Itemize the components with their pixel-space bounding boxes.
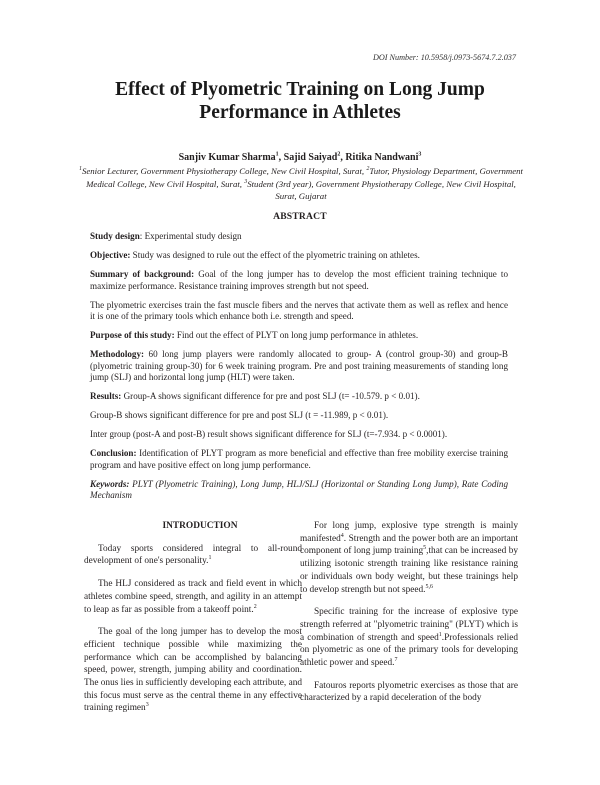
author-2: , Sajid Saiyad — [278, 152, 338, 163]
study-design-label: Study design — [90, 231, 140, 241]
right-para-2-sup1: 1 — [438, 631, 442, 638]
author-2-sup: 2 — [337, 151, 341, 158]
doi-number: DOI Number: 10.5958/j.0973-5674.7.2.037 — [372, 53, 516, 62]
affil-2: Tutor, Physiology Department, Government Medical College, New Civil Hospital, Surat, — [86, 166, 523, 189]
objective-label: Objective: — [90, 249, 131, 260]
methodology-label: Methodology: — [90, 349, 145, 360]
intro-para-3-sup: 3 — [145, 702, 149, 709]
right-para-1-sup3: 5,6 — [425, 583, 433, 590]
abstract-heading: ABSTRACT — [273, 211, 327, 222]
study-design-text: : Experimental study design — [139, 231, 242, 241]
purpose-label: Purpose of this study: — [90, 330, 175, 341]
right-para-2b: .Professionals relied on plyometric as one of the primary tools for developing athletic power and speed. — [300, 632, 518, 669]
results-para — [90, 391, 508, 403]
author-1-sup: 1 — [275, 151, 279, 158]
title-line-1: Effect of Plyometric Training on Long Jump — [115, 79, 485, 100]
right-para-1 — [300, 520, 518, 596]
title-line-2: Performance in Athletes — [199, 102, 401, 123]
article-title — [60, 78, 540, 124]
right-column — [300, 520, 518, 715]
intro-para-1 — [84, 543, 302, 568]
right-para-1-sup1: 4 — [340, 532, 344, 539]
conclusion-para — [90, 448, 508, 471]
results-group-b-para: Group-B shows significant difference for pre and post SLJ (t = -11.989, p < 0.01). — [90, 410, 389, 421]
right-para-3: Fatouros reports plyometric exercises as those that are characterized by a rapid deceleration of the body — [300, 680, 518, 704]
affil-1: Senior Lecturer, Government Physiotherapy College, New Civil Hospital, Surat, — [81, 166, 367, 176]
objective-text: Study was designed to rule out the effect of the plyometric training on athletes. — [130, 249, 420, 260]
keywords-text: PLYT (Plyometric Training), Long Jump, HLJ/SLJ (Horizontal or Standing Long Jump), Rate Coding Mechanism — [90, 478, 508, 501]
methodology-para — [90, 349, 508, 384]
methodology-text: 60 long jump players were randomly allocated to group- A (control group-30) and group-B (plyometric training group-30) for 6 week training program. Pre and post training measurements of standing long jump (SLJ) and horizontal long jump (HLT) were taken. — [90, 349, 508, 383]
results-label: Results: — [90, 391, 122, 402]
results-inter-para: Inter group (post-A and post-B) result shows significant difference for SLJ (t=-7.934. p < 0.0001). — [90, 429, 448, 440]
summary-para — [90, 269, 508, 292]
right-para-1c: ,that can be increased by utilizing isotonic strength training like resistance raining or individuals own body weight, but these trainings help to develop strength but not speed. — [300, 546, 518, 595]
left-column — [84, 520, 302, 725]
plyometric-para: The plyometric exercises train the fast muscle fibers and the nerves that activate them as well as reflex and hence it is one of the primary tools which enhance both i.e. strength and speed. — [90, 299, 508, 322]
author-list — [60, 152, 540, 163]
purpose-text: Find out the effect of PLYT on long jump performance in athletes. — [174, 330, 419, 341]
affil-2-sup: 2 — [366, 166, 370, 173]
keywords-label: Keywords: — [90, 478, 130, 489]
objective-para — [90, 250, 508, 262]
abstract-body — [90, 231, 508, 509]
intro-para-3-text: The goal of the long jumper has to develop the most efficient technique possible while maximizing the performance which can be accomplished by balancing speed, power, strength, jumping ability and coordination. The onus lies in sufficiently developing each attribute, and this focus must serve as the central theme in any effective training regimen — [84, 627, 302, 714]
intro-para-1-text: Today sports considered integral to all-round development of one's personality. — [84, 543, 302, 567]
right-para-2-sup2: 7 — [394, 656, 398, 663]
right-para-1b: . Strength and the power both are an important component of long jump training — [300, 533, 518, 557]
intro-para-3 — [84, 626, 302, 715]
author-3-sup: 3 — [418, 151, 422, 158]
author-1: Sanjiv Kumar Sharma — [178, 152, 276, 163]
purpose-para — [90, 330, 508, 342]
conclusion-label: Conclusion: — [90, 448, 137, 459]
right-para-1a: For long jump, explosive type strength is mainly manifested — [300, 521, 518, 544]
right-para-2a: Specific training for the increase of explosive type strength referred at "plyometric training" (PLYT) which is a combination of strength and speed — [300, 607, 518, 643]
author-3: , Ritika Nandwani — [340, 152, 419, 163]
right-para-2 — [300, 606, 518, 670]
intro-para-2-sup: 2 — [253, 603, 257, 610]
results-text: Group-A shows significant difference for pre and post SLJ (t= -10.579. p < 0.01). — [121, 391, 420, 402]
study-design-para — [90, 231, 508, 243]
conclusion-text: Identification of PLYT program as more beneficial and effective than free mobility exercise training program and have positive effect on long jump performance. — [90, 448, 508, 470]
intro-para-1-sup: 1 — [208, 555, 212, 562]
affil-3-sup: 3 — [244, 178, 248, 185]
summary-text: Goal of the long jumper has to develop the most efficient training technique to maximize performance. Resistance training improves strength but not speed. — [90, 268, 508, 291]
right-para-1-sup2: 5 — [423, 545, 427, 552]
introduction-heading: INTRODUCTION — [162, 521, 238, 531]
intro-para-2 — [84, 578, 302, 616]
affil-1-sup: 1 — [78, 166, 82, 173]
keywords-para — [90, 479, 508, 502]
summary-label: Summary of background: — [90, 268, 195, 279]
intro-para-2-text: The HLJ considered as track and field event in which athletes combine speed, strength, and agility in an attempt to leap as far as possible from a takeoff point. — [84, 579, 302, 615]
affil-3: Student (3rd year), Government Physiotherapy College, New Civil Hospital, Surat, Gujarat — [247, 178, 516, 201]
affiliations — [78, 165, 524, 203]
